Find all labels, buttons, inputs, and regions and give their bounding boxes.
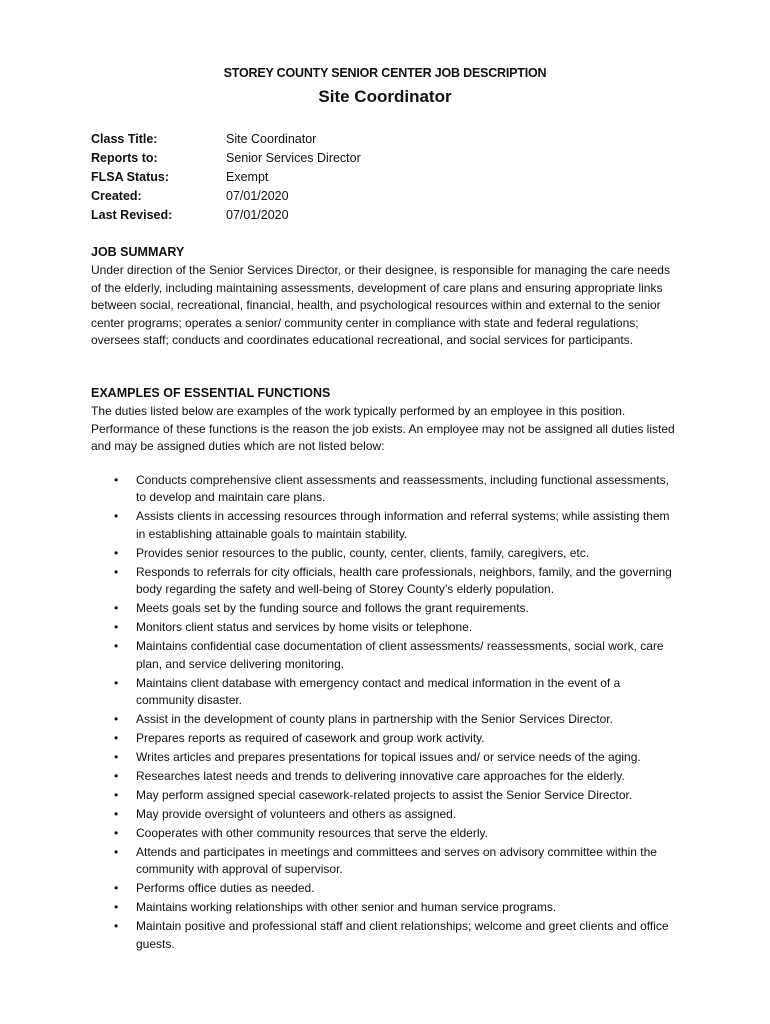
bullet-icon: • bbox=[114, 639, 119, 654]
duty-text: Researches latest needs and trends to delivering innovative care approaches for the elderly. bbox=[136, 769, 625, 784]
meta-label: FLSA Status: bbox=[91, 170, 170, 184]
meta-label: Created: bbox=[91, 189, 142, 203]
bullet-icon: • bbox=[114, 845, 119, 860]
list-item bbox=[91, 472, 681, 507]
duty-text: Maintains working relationships with other senior and human service programs. bbox=[136, 900, 557, 915]
meta-value: Site Coordinator bbox=[226, 132, 317, 146]
meta-value: 07/01/2020 bbox=[226, 208, 289, 222]
meta-label: Last Revised: bbox=[91, 208, 173, 222]
bullet-icon: • bbox=[114, 545, 119, 560]
bullet-icon: • bbox=[114, 826, 119, 841]
meta-row-reports-to bbox=[91, 149, 691, 168]
duty-text: Maintains confidential case documentation of client assessments/ reassessments, social work, care plan, and service delivering monitoring. bbox=[136, 639, 664, 671]
bullet-icon: • bbox=[114, 564, 119, 579]
list-item bbox=[91, 711, 681, 728]
meta-value: Exempt bbox=[226, 170, 269, 184]
duty-text: Prepares reports as required of casework and group work activity. bbox=[136, 731, 485, 746]
bullet-icon: • bbox=[114, 750, 119, 765]
duty-text: Conducts comprehensive client assessments and reassessments, including functional assessments, to develop and maintain care plans. bbox=[136, 473, 669, 505]
list-item bbox=[91, 880, 681, 897]
job-meta-table bbox=[91, 130, 691, 225]
list-item bbox=[91, 545, 681, 562]
meta-row-last-revised bbox=[91, 206, 691, 225]
meta-value: Senior Services Director bbox=[226, 151, 361, 165]
duty-text: Performs office duties as needed. bbox=[136, 881, 315, 896]
duty-text: Monitors client status and services by home visits or telephone. bbox=[136, 620, 473, 635]
list-item bbox=[91, 768, 681, 785]
duty-text: Cooperates with other community resources that serve the elderly. bbox=[136, 826, 488, 841]
bullet-icon: • bbox=[114, 807, 119, 822]
bullet-icon: • bbox=[114, 620, 119, 635]
duties-list bbox=[91, 472, 681, 955]
bullet-icon: • bbox=[114, 900, 119, 915]
duty-text: Writes articles and prepares presentations for topical issues and/ or service needs of the aging. bbox=[136, 750, 641, 765]
meta-row-created bbox=[91, 187, 691, 206]
duty-text: Maintains client database with emergency contact and medical information in the event of a community disaster. bbox=[136, 675, 621, 708]
meta-value: 07/01/2020 bbox=[226, 189, 289, 203]
bullet-icon: • bbox=[114, 788, 119, 803]
bullet-icon: • bbox=[114, 473, 119, 487]
meta-label: Class Title: bbox=[91, 132, 158, 146]
list-item bbox=[91, 508, 681, 543]
list-item bbox=[91, 899, 681, 916]
meta-row-flsa-status bbox=[91, 168, 691, 187]
duty-text: May perform assigned special casework-related projects to assist the Senior Service Director. bbox=[136, 788, 633, 803]
duty-text: Assist in the development of county plans in partnership with the Senior Services Director. bbox=[136, 712, 613, 727]
job-summary-text: Under direction of the Senior Services Director, or their designee, is responsible for managing the care needs of the elderly, including maintaining assessments, development of care plans and ensuring appropriate links between social, recreational, financial, health, and psychological resources within and external to the senior center programs; operates a senior/ community center in compliance with state and federal regulations; oversees staff; conducts and coordinates educational recreational, and social services for participants. bbox=[91, 263, 670, 348]
essential-functions-heading: EXAMPLES OF ESSENTIAL FUNCTIONS bbox=[91, 386, 331, 400]
duty-text: May provide oversight of volunteers and others as assigned. bbox=[136, 807, 457, 822]
bullet-icon: • bbox=[114, 919, 119, 934]
duty-text: Provides senior resources to the public, county, center, clients, family, caregivers, etc. bbox=[136, 545, 590, 560]
meta-row-class-title bbox=[91, 130, 691, 149]
list-item bbox=[91, 564, 681, 599]
list-item bbox=[91, 600, 681, 617]
bullet-icon: • bbox=[114, 769, 119, 784]
list-item bbox=[91, 825, 681, 842]
essential-functions-intro: The duties listed below are examples of the work typically performed by an employee in this position. Performance of these functions is the reason the job exists. An employee may not be assigned all duties listed and may be assigned duties which are not listed below: bbox=[91, 404, 675, 454]
list-item bbox=[91, 844, 681, 879]
list-item bbox=[91, 619, 681, 636]
duty-text: Maintain positive and professional staff and client relationships; welcome and greet clients and office guests. bbox=[136, 919, 669, 951]
bullet-icon: • bbox=[114, 509, 119, 524]
meta-label: Reports to: bbox=[91, 151, 158, 165]
bullet-icon: • bbox=[114, 731, 119, 746]
bullet-icon: • bbox=[114, 881, 119, 896]
bullet-icon: • bbox=[114, 675, 119, 690]
page-title: Site Coordinator bbox=[318, 87, 452, 106]
list-item bbox=[91, 675, 681, 710]
list-item bbox=[91, 806, 681, 823]
list-item bbox=[91, 730, 681, 747]
bullet-icon: • bbox=[114, 601, 119, 616]
duty-text: Meets goals set by the funding source and follows the grant requirements. bbox=[136, 601, 529, 616]
list-item bbox=[91, 918, 681, 953]
bullet-icon: • bbox=[114, 712, 119, 727]
document-header: STOREY COUNTY SENIOR CENTER JOB DESCRIPTION bbox=[223, 66, 547, 80]
list-item bbox=[91, 787, 681, 804]
duty-text: Attends and participates in meetings and committees and serves on advisory committee within the community with approval of supervisor. bbox=[136, 845, 657, 877]
job-summary-heading: JOB SUMMARY bbox=[91, 245, 185, 259]
duty-text: Assists clients in accessing resources through information and referral systems; while assisting them in establishing attainable goals to maintain stability. bbox=[136, 509, 670, 541]
list-item bbox=[91, 749, 681, 766]
duty-text: Responds to referrals for city officials, health care professionals, neighbors, family, and the governing body regarding the safety and well-being of Storey County’s elderly population. bbox=[136, 564, 672, 597]
list-item bbox=[91, 638, 681, 673]
